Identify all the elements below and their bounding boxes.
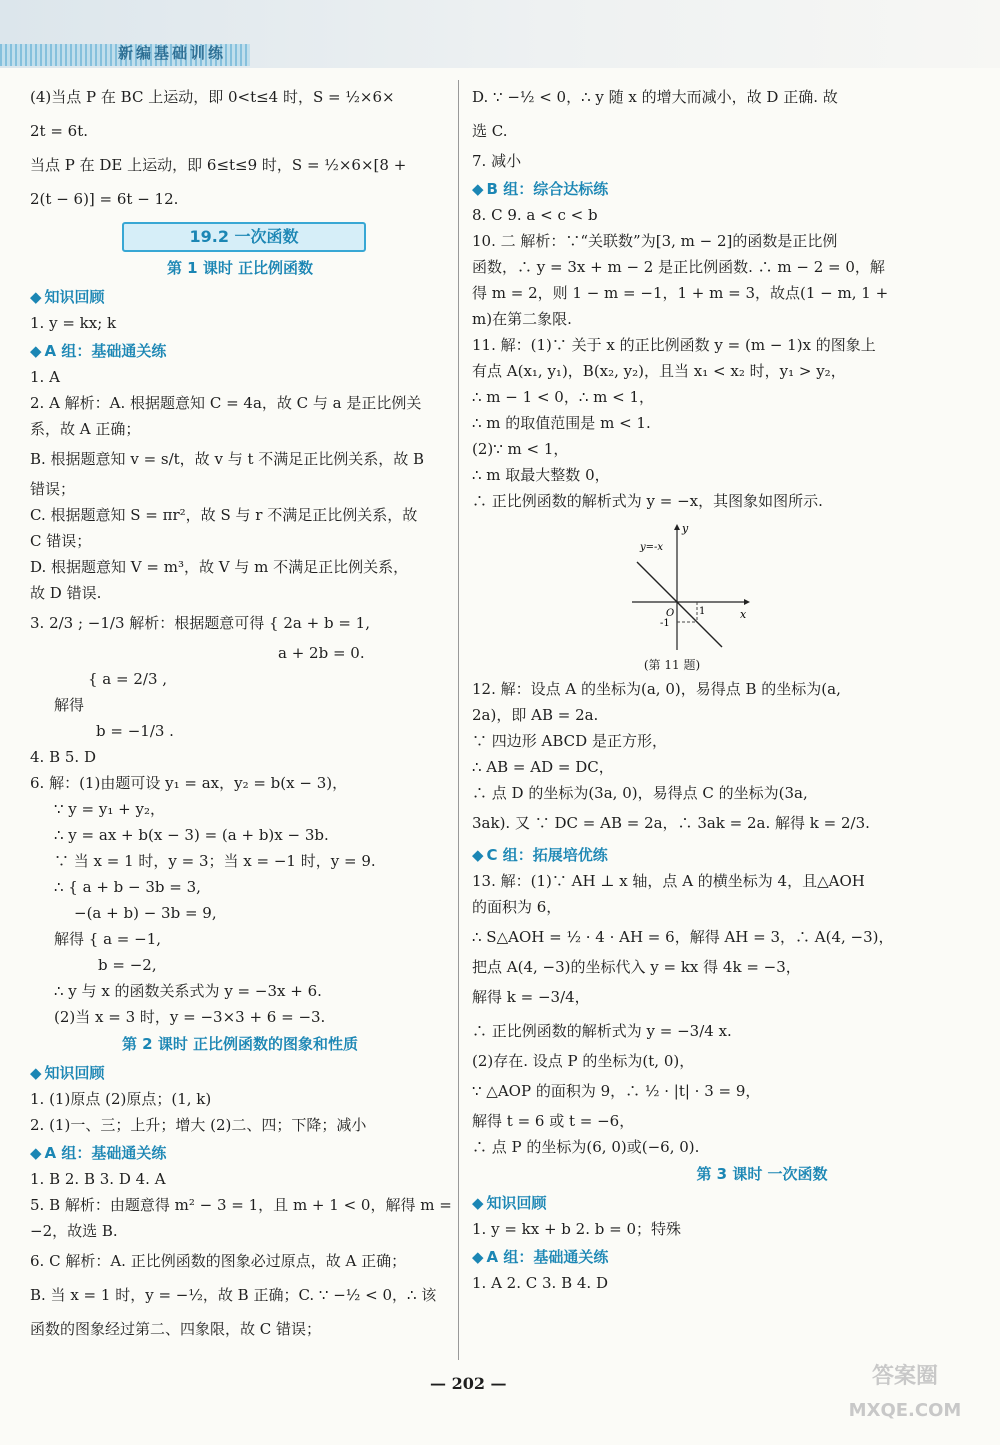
text-line: ∴ y = ax + b(x − 3) = (a + b)x − 3b. xyxy=(54,826,329,844)
figure-caption: (第 11 题) xyxy=(643,658,701,672)
diamond-icon: ◆ xyxy=(472,180,484,198)
text-line: 解得 xyxy=(54,696,85,714)
text-line: 函数的图象经过第二、四象限，故 C 错误； xyxy=(30,1320,322,1338)
text-line: 1. y = kx + b 2. b = 0；特殊 xyxy=(472,1220,682,1238)
text-line: ∴ m − 1 < 0，∴ m < 1， xyxy=(472,388,655,406)
line-label: y=-x xyxy=(640,542,664,553)
text-line: 1. A 2. C 3. B 4. D xyxy=(472,1274,608,1292)
text-line: 4. B 5. D xyxy=(30,748,96,766)
text-line: 故 D 错误. xyxy=(30,584,102,602)
text-line: 6. C 解析：A. 正比例函数的图象必过原点，故 A 正确； xyxy=(30,1252,407,1270)
text-line: C 错误； xyxy=(30,532,92,550)
text-line: b = −1/3 . xyxy=(96,722,174,740)
text-line: (2)∵ m < 1， xyxy=(472,440,569,458)
diamond-icon: ◆ xyxy=(472,846,484,864)
x-axis-label: x xyxy=(740,608,747,621)
text-line: 解得 { a = −1, xyxy=(54,930,162,948)
line-y-neg-x xyxy=(637,562,722,647)
text-line: (2)当 x = 3 时，y = −3×3 + 6 = −3. xyxy=(54,1008,326,1026)
text-line: m)在第二象限. xyxy=(472,310,572,328)
section-heading: ◆ C 组：拓展培优练 xyxy=(472,846,608,864)
text-line: ∴ 正比例函数的解析式为 y = −3/4 x. xyxy=(472,1022,732,1040)
lesson-title: 第 3 课时 一次函数 xyxy=(696,1165,828,1183)
text-line: D. 根据题意知 V = m³，故 V 与 m 不满足正比例关系， xyxy=(30,558,409,576)
origin-label: O xyxy=(666,608,675,619)
text-line: 2a)，即 AB = 2a. xyxy=(472,706,599,724)
section-heading: ◆ A 组：基础通关练 xyxy=(472,1248,609,1266)
text-line: (2)存在. 设点 P 的坐标为(t, 0)， xyxy=(472,1052,695,1070)
text-line: { a = 2/3 , xyxy=(88,670,168,688)
watermark-bottom: MXQE.COM xyxy=(848,1400,962,1421)
text-line: 8. C 9. a < c < b xyxy=(472,206,598,224)
right-column xyxy=(472,80,902,1296)
text-line: D. ∵ −½ < 0，∴ y 随 x 的增大而减小，故 D 正确. 故 xyxy=(472,88,838,106)
text-line: 解得 t = 6 或 t = −6， xyxy=(472,1112,635,1130)
text-line: 2(t − 6)] = 6t − 12. xyxy=(30,190,179,208)
text-line: 12. 解：设点 A 的坐标为(a, 0)，易得点 B 的坐标为(a, xyxy=(472,680,841,698)
text-line: 解得 k = −3/4， xyxy=(472,988,590,1006)
section-heading: ◆ B 组：综合达标练 xyxy=(472,180,609,198)
left-column xyxy=(30,80,450,1346)
lesson-title: 第 1 课时 正比例函数 xyxy=(166,259,314,277)
text-line: B. 根据题意知 v = s/t，故 v 与 t 不满足正比例关系，故 B xyxy=(30,450,425,468)
text-line: 3. 2/3 ; −1/3 解析：根据题意可得 { 2a + b = 1, xyxy=(30,614,370,632)
text-line: 1. B 2. B 3. D 4. A xyxy=(30,1170,166,1188)
text-line: ∴ 点 P 的坐标为(6, 0)或(−6, 0). xyxy=(472,1138,700,1156)
text-line: ∵ 四边形 ABCD 是正方形， xyxy=(472,732,667,750)
text-line: ∴ m 的取值范围是 m < 1. xyxy=(472,414,651,432)
text-line: ∴ y 与 x 的函数关系式为 y = −3x + 6. xyxy=(54,982,322,1000)
diamond-icon: ◆ xyxy=(30,1064,42,1082)
diamond-icon: ◆ xyxy=(472,1248,484,1266)
diamond-icon: ◆ xyxy=(472,1194,484,1212)
text-line: ∴ { a + b − 3b = 3, xyxy=(54,878,201,896)
text-line: C. 根据题意知 S = πr²，故 S 与 r 不满足正比例关系，故 xyxy=(30,506,418,524)
text-line: ∵ △AOP 的面积为 9，∴ ½ · |t| · 3 = 9， xyxy=(472,1082,761,1100)
text-line: ∴ S△AOH = ½ · 4 · AH = 6，解得 AH = 3，∴ A(4, −3)， xyxy=(472,928,894,946)
text-line: ∴ 点 D 的坐标为(3a, 0)，易得点 C 的坐标为(3a, xyxy=(472,784,808,802)
text-line: 10. 二 解析：∵“关联数”为[3, m − 2]的函数是正比例 xyxy=(472,232,838,250)
y-axis-label: y xyxy=(682,522,689,535)
text-line: 1. y = kx; k xyxy=(30,314,117,332)
text-line: 3ak). 又 ∵ DC = AB = 2a，∴ 3ak = 2a. 解得 k = 2/3. xyxy=(472,814,870,832)
text-line: 系，故 A 正确； xyxy=(30,420,141,438)
diamond-icon: ◆ xyxy=(30,342,42,360)
text-line: −2，故选 B. xyxy=(30,1222,118,1240)
text-line: B. 当 x = 1 时，y = −½，故 B 正确；C. ∵ −½ < 0，∴ 该 xyxy=(30,1286,437,1304)
lesson-title: 第 2 课时 正比例函数的图象和性质 xyxy=(121,1035,359,1053)
x-axis-arrow xyxy=(744,599,750,605)
text-line: a + 2b = 0. xyxy=(278,644,365,662)
diamond-icon: ◆ xyxy=(30,288,42,306)
text-line: 1. (1)原点 (2)原点；(1, k) xyxy=(30,1090,212,1108)
text-line: 2. (1)一、三；上升；增大 (2)二、四；下降；减小 xyxy=(30,1116,367,1134)
text-line: 有点 A(x₁, y₁)，B(x₂, y₂)，且当 x₁ < x₂ 时，y₁ > y₂， xyxy=(472,362,846,380)
text-line: 的面积为 6， xyxy=(472,898,562,916)
y-axis-arrow xyxy=(674,524,680,530)
tick-one: 1 xyxy=(699,606,706,617)
text-line: 11. 解：(1)∵ 关于 x 的正比例函数 y = (m − 1)x 的图象上 xyxy=(472,336,876,354)
figure-11 xyxy=(622,522,752,672)
text-line: ∴ m 取最大整数 0， xyxy=(472,466,610,484)
text-line: −(a + b) − 3b = 9, xyxy=(74,904,217,922)
text-line: 2t = 6t. xyxy=(30,122,89,140)
text-line: 当点 P 在 DE 上运动，即 6≤t≤9 时，S = ½×6×[8 + xyxy=(30,156,407,174)
section-banner: 19.2 一次函数 xyxy=(122,222,366,252)
text-line: b = −2, xyxy=(98,956,157,974)
diamond-icon: ◆ xyxy=(30,1144,42,1162)
watermark-logo xyxy=(820,1360,990,1440)
tick-neg-one: -1 xyxy=(660,618,670,629)
text-line: 函数，∴ y = 3x + m − 2 是正比例函数. ∴ m − 2 = 0，解 xyxy=(472,258,885,276)
text-line: 13. 解：(1)∵ AH ⊥ x 轴，点 A 的横坐标为 4，且△AOH xyxy=(472,872,865,890)
watermark-top: 答案圈 xyxy=(871,1364,938,1389)
column-divider xyxy=(458,80,459,1360)
page-number: — 202 — xyxy=(430,1374,507,1393)
section-heading: ◆ A 组：基础通关练 xyxy=(30,342,167,360)
text-line: 把点 A(4, −3)的坐标代入 y = kx 得 4k = −3， xyxy=(472,958,801,976)
section-heading: ◆ 知识回顾 xyxy=(472,1194,547,1212)
text-line: ∵ 当 x = 1 时，y = 3；当 x = −1 时，y = 9. xyxy=(54,852,376,870)
section-heading: ◆ A 组：基础通关练 xyxy=(30,1144,167,1162)
section-heading: ◆ 知识回顾 xyxy=(30,1064,105,1082)
text-line: 1. A xyxy=(30,368,60,386)
text-line: 5. B 解析：由题意得 m² − 3 = 1，且 m + 1 < 0，解得 m = xyxy=(30,1196,452,1214)
text-line: 2. A 解析：A. 根据题意知 C = 4a，故 C 与 a 是正比例关 xyxy=(30,394,422,412)
text-line: 6. 解：(1)由题可设 y₁ = ax，y₂ = b(x − 3)， xyxy=(30,774,348,792)
header-title: 新编基础训练 xyxy=(118,44,227,62)
section-heading: ◆ 知识回顾 xyxy=(30,288,105,306)
text-line: ∴ 正比例函数的解析式为 y = −x，其图象如图所示. xyxy=(472,492,823,510)
text-line: ∵ y = y₁ + y₂， xyxy=(54,800,165,818)
text-line: (4)当点 P 在 BC 上运动，即 0<t≤4 时，S = ½×6× xyxy=(30,88,395,106)
text-line: ∴ AB = AD = DC， xyxy=(472,758,614,776)
text-line: 得 m = 2，则 1 − m = −1，1 + m = 3，故点(1 − m, 1 + xyxy=(472,284,889,302)
graph-y-eq-neg-x xyxy=(622,522,752,652)
page-header xyxy=(0,0,1000,68)
text-line: 7. 减小 xyxy=(472,152,522,170)
text-line: 选 C. xyxy=(472,122,508,140)
text-line: 错误； xyxy=(30,480,76,498)
